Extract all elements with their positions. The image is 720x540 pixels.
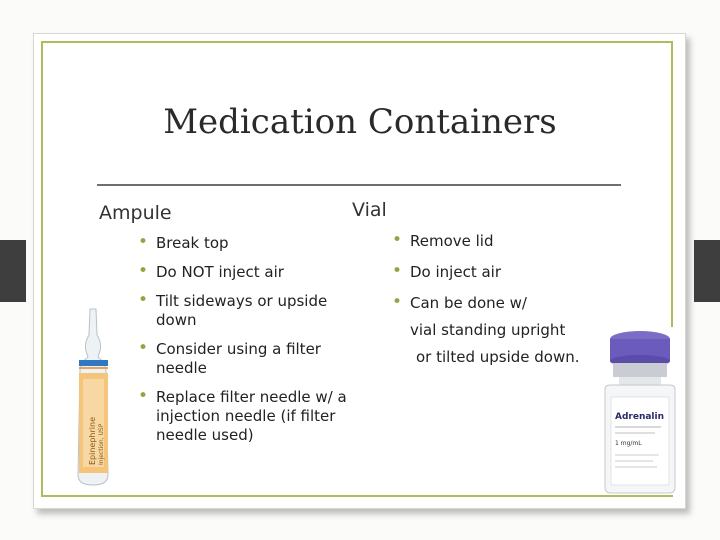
right-edge-tab	[694, 240, 720, 302]
ampule-heading: Ampule	[99, 202, 172, 224]
vial-label-detail: 1 mg/mL	[615, 440, 642, 447]
left-edge-tab	[0, 240, 26, 302]
vial-heading: Vial	[352, 199, 387, 221]
vial-item: • Remove lid	[388, 232, 598, 251]
vial-item: • Do inject air	[388, 263, 598, 282]
ampule-item: • Break top	[134, 234, 354, 253]
svg-text:Injection, USP: Injection, USP	[98, 423, 105, 465]
ampule-item: • Replace filter needle w/ a injection needle (if filter needle used)	[134, 388, 354, 445]
slide-title: Medication Containers	[163, 102, 557, 142]
vial-list	[388, 232, 598, 379]
vial-continuation: or tilted upside down.	[416, 348, 580, 366]
vial-continuation: vial standing upright	[410, 321, 566, 339]
ampule-item: • Consider using a filter needle	[134, 340, 354, 378]
ampule-image	[62, 305, 124, 490]
ampule-item: • Tilt sideways or upside down	[134, 292, 354, 330]
ampule-list	[134, 234, 354, 455]
ampule-label	[88, 417, 105, 465]
vial-label-brand: Adrenalin	[615, 412, 665, 422]
ampule-item: • Do NOT inject air	[134, 263, 354, 282]
vial-image	[597, 327, 683, 495]
svg-text:Epinephrine: Epinephrine	[88, 417, 97, 465]
title-divider	[97, 184, 621, 186]
vial-item: • Can be done w/	[388, 294, 598, 313]
